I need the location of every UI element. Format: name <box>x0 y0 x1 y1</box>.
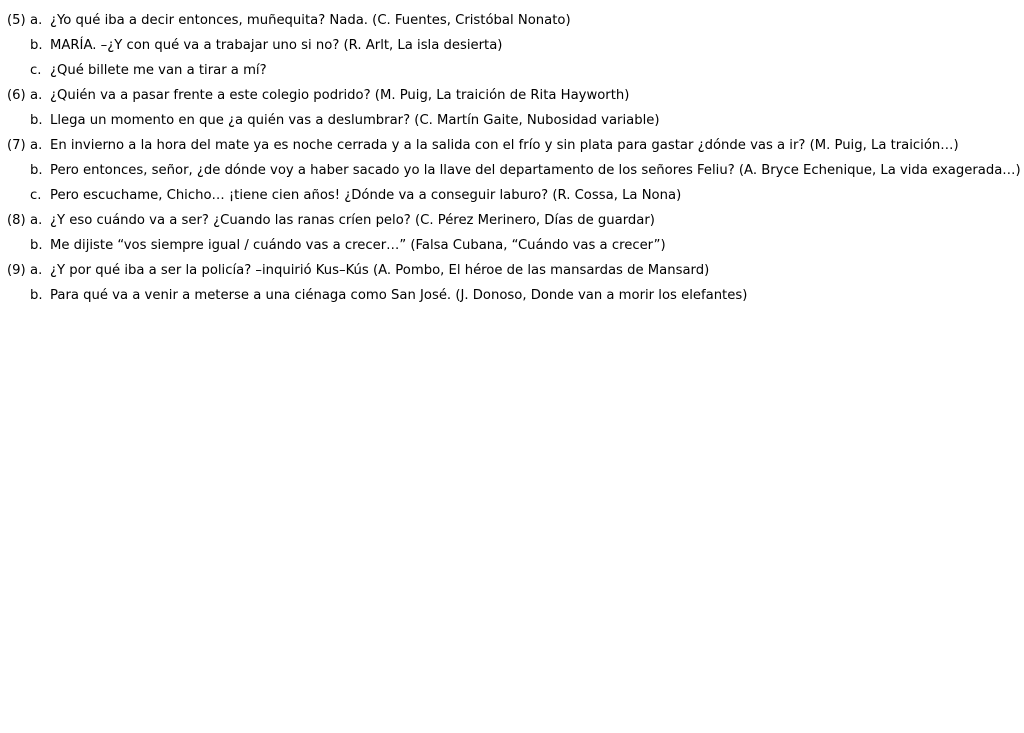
example-text: MARÍA. –¿Y con qué va a trabajar uno si no? (R. Arlt, La isla desierta) <box>50 38 503 53</box>
example-letter: b. <box>30 288 43 303</box>
example-line <box>0 58 1024 83</box>
example-number-spacer <box>0 58 30 83</box>
example-line <box>0 258 1024 283</box>
example-letter: b. <box>30 38 43 53</box>
example-number: (7) <box>7 138 26 153</box>
example-text: Pero escuchame, Chicho… ¡tiene cien años! ¿Dónde va a conseguir laburo? (R. Cossa, La Nona) <box>50 188 682 203</box>
example-letter: b. <box>30 113 43 128</box>
example-group <box>0 83 1024 133</box>
example-text: ¿Y por qué iba a ser la policía? –inquirió Kus–Kús (A. Pombo, El héroe de las mansardas de Mansard) <box>50 263 710 278</box>
example-letter: b. <box>30 163 43 178</box>
example-number: (5) <box>7 13 26 28</box>
example-text: Llega un momento en que ¿a quién vas a deslumbrar? (C. Martín Gaite, Nubosidad variable) <box>50 113 660 128</box>
example-letter: a. <box>30 88 43 103</box>
example-text: Me dijiste “vos siempre igual / cuándo vas a crecer…” (Falsa Cubana, “Cuándo vas a crecer”) <box>50 238 666 253</box>
example-number-spacer <box>0 158 30 183</box>
example-text: ¿Y eso cuándo va a ser? ¿Cuando las ranas críen pelo? (C. Pérez Merinero, Días de guardar) <box>50 213 655 228</box>
example-number: (9) <box>7 263 26 278</box>
example-number-spacer <box>0 108 30 133</box>
example-group <box>0 208 1024 258</box>
example-group <box>0 133 1024 208</box>
example-letter: c. <box>30 63 42 78</box>
example-group <box>0 8 1024 83</box>
example-line <box>0 83 1024 108</box>
example-text: Pero entonces, señor, ¿de dónde voy a haber sacado yo la llave del departamento de los señores Feliu? (A. Bryce Echenique, La vida exagerada…) <box>50 163 1021 178</box>
example-letter: b. <box>30 238 43 253</box>
example-letter: a. <box>30 213 43 228</box>
example-letter: a. <box>30 13 43 28</box>
example-number: (8) <box>7 213 26 228</box>
example-line <box>0 133 1024 158</box>
example-text: Para qué va a venir a meterse a una ciénaga como San José. (J. Donoso, Donde van a morir los elefantes) <box>50 288 748 303</box>
example-text: En invierno a la hora del mate ya es noche cerrada y a la salida con el frío y sin plata para gastar ¿dónde vas a ir? (M. Puig, La traición…) <box>50 138 959 153</box>
example-line <box>0 158 1024 183</box>
example-number: (6) <box>7 88 26 103</box>
example-line <box>0 233 1024 258</box>
example-line <box>0 283 1024 308</box>
example-number-spacer <box>0 33 30 58</box>
example-line <box>0 8 1024 33</box>
example-line <box>0 183 1024 208</box>
examples-list <box>0 8 1024 308</box>
example-group <box>0 258 1024 308</box>
example-line <box>0 208 1024 233</box>
example-text: ¿Qué billete me van a tirar a mí? <box>50 63 267 78</box>
example-text: ¿Yo qué iba a decir entonces, muñequita? Nada. (C. Fuentes, Cristóbal Nonato) <box>50 13 571 28</box>
example-line <box>0 33 1024 58</box>
example-letter: a. <box>30 263 43 278</box>
example-letter: c. <box>30 188 42 203</box>
example-number-spacer <box>0 233 30 258</box>
example-line <box>0 108 1024 133</box>
example-letter: a. <box>30 138 43 153</box>
example-number-spacer <box>0 283 30 308</box>
example-text: ¿Quién va a pasar frente a este colegio podrido? (M. Puig, La traición de Rita Hayworth) <box>50 88 630 103</box>
example-number-spacer <box>0 183 30 208</box>
